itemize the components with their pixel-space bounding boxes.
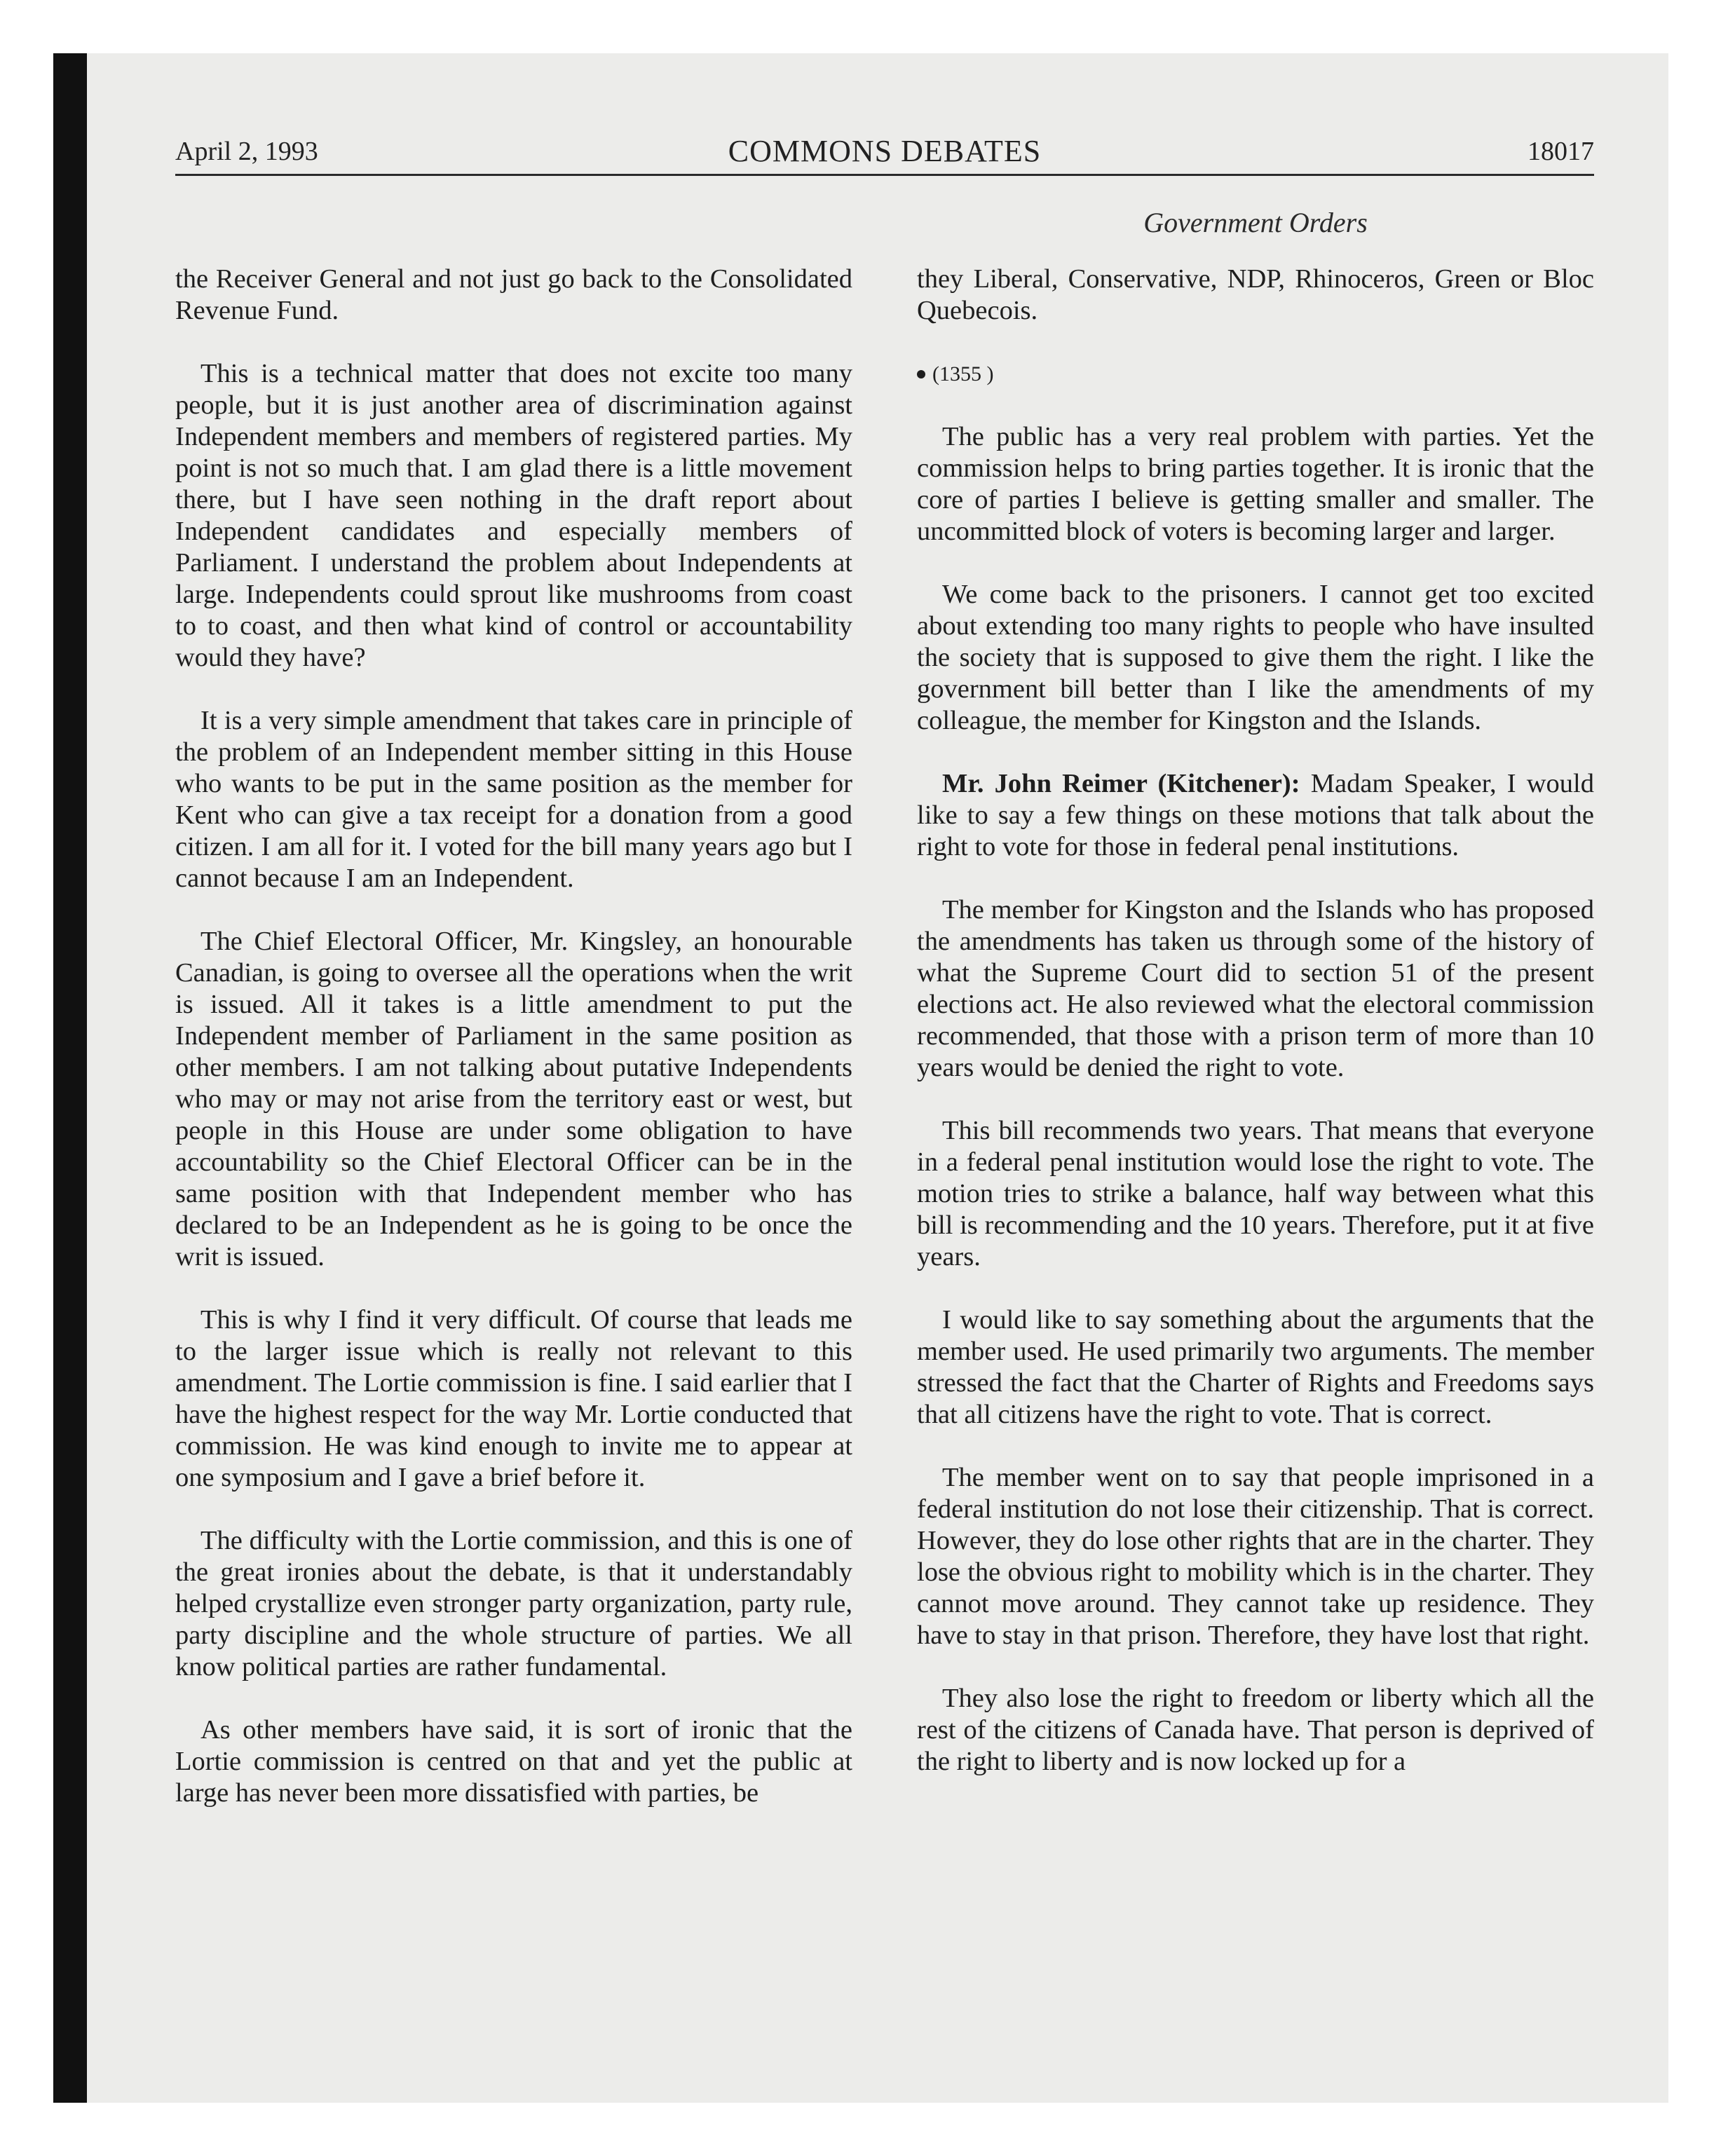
section-label: Government Orders xyxy=(1143,207,1368,238)
paragraph: This is a technical matter that does not excite too many people, but it is just another area of discrimination against Independent members and members of registered parties. My point is not so much that. I am glad there is a little movement there, but I have seen nothing in the draft report about Independent candidates and especially members of Parliament. I understand the problem about Independents at large. Independents could sprout like mushrooms from coast to to coast, and then what kind of control or accountability would they have? xyxy=(175,359,852,672)
header-title: COMMONS DEBATES xyxy=(728,134,1042,168)
paragraph: This bill recommends two years. That means that everyone in a federal penal institution would lose the right to vote. The motion tries to strike a balance, half way between what this bill is recommending and the 10 years. Therefore, put it at five years. xyxy=(917,1116,1594,1271)
binding-edge xyxy=(53,53,87,2103)
speaker-paragraph xyxy=(917,768,1594,863)
time-stamp xyxy=(917,358,1594,390)
paragraph: This is why I find it very difficult. Of course that leads me to the larger issue which is really not relevant to this amendment. The Lortie commission is fine. I said earlier that I have the highest respect for the way Mr. Lortie conducted that commission. He was kind enough to invite me to appear at one symposium and I gave a brief before it. xyxy=(175,1305,852,1492)
speaker-text: Madam Speaker, I would like to say a few things on these motions that talk about the right to vote for those in federal penal institutions. xyxy=(917,769,1594,861)
paragraph: The public has a very real problem with parties. Yet the commission helps to bring parties together. It is ironic that the core of parties I believe is getting smaller and smaller. The uncommitted block of voters is becoming larger and larger. xyxy=(917,422,1594,546)
paragraph: The member for Kingston and the Islands who has proposed the amendments has taken us through some of the history of what the Supreme Court did to section 51 of the present elections act. He also reviewed what the electoral commission recommended, that those with a prison term of more than 10 years would be denied the right to vote. xyxy=(917,895,1594,1082)
header-page-number: 18017 xyxy=(1528,137,1594,166)
running-head xyxy=(175,129,1594,176)
header-date: April 2, 1993 xyxy=(175,137,318,166)
paragraph: The difficulty with the Lortie commission, and this is one of the great ironies about the debate, is that it understandably helped crystallize even stronger party organization, party rule, party discipline and the whole structure of parties. We all know political parties are rather fundamental. xyxy=(175,1526,852,1681)
paragraph: They also lose the right to freedom or liberty which all the rest of the citizens of Canada have. That person is deprived of the right to liberty and is now locked up for a xyxy=(917,1684,1594,1776)
scanned-page xyxy=(53,53,1668,2103)
paragraph: We come back to the prisoners. I cannot get too excited about extending too many rights to people who have insulted the society that is supposed to give them the right. I like the government bill better than I like the amendments of my colleague, the member for Kingston and the Islands. xyxy=(917,580,1594,735)
paragraph: the Receiver General and not just go back to the Consolidated Revenue Fund. xyxy=(175,264,852,325)
paragraph: It is a very simple amendment that takes care in principle of the problem of an Independent member sitting in this House who wants to be put in the same position as the member for Kent who can give a tax receipt for a donation from a good citizen. I am all for it. I voted for the bill many years ago but I cannot because I am an Independent. xyxy=(175,706,852,893)
right-column xyxy=(917,264,1594,1809)
left-column xyxy=(175,264,852,1841)
paragraph: As other members have said, it is sort of ironic that the Lortie commission is centred on that and yet the public at large has never been more dissatisfied with parties, be xyxy=(175,1715,852,1808)
time-stamp-text: (1355 ) xyxy=(932,362,994,386)
paragraph: I would like to say something about the arguments that the member used. He used primarily two arguments. The member stressed the fact that the Charter of Rights and Freedoms says that all citizens have the right to vote. That is correct. xyxy=(917,1305,1594,1429)
paragraph: The member went on to say that people imprisoned in a federal institution do not lose their citizenship. That is correct. However, they do lose other rights that are in the charter. They lose the obvious right to mobility which is in the charter. They cannot move around. They cannot take up residence. They have to stay in that prison. Therefore, they have lost that right. xyxy=(917,1463,1594,1650)
bullet-icon xyxy=(917,370,925,378)
paragraph: they Liberal, Conservative, NDP, Rhinoceros, Green or Bloc Quebecois. xyxy=(917,264,1594,325)
speaker-name: Mr. John Reimer (Kitchener): xyxy=(942,769,1300,798)
paragraph: The Chief Electoral Officer, Mr. Kingsley, an honourable Canadian, is going to oversee all the operations when the writ is issued. All it takes is a little amendment to put the Independent member of Parliament in the same position as other members. I am not talking about putative Independents who may or may not arise from the territory east or west, but people in this House are under some obligation to have accountability so the Chief Electoral Officer can be in the same position with that Independent member who has declared to be an Independent as he is going to be once the writ is issued. xyxy=(175,927,852,1271)
